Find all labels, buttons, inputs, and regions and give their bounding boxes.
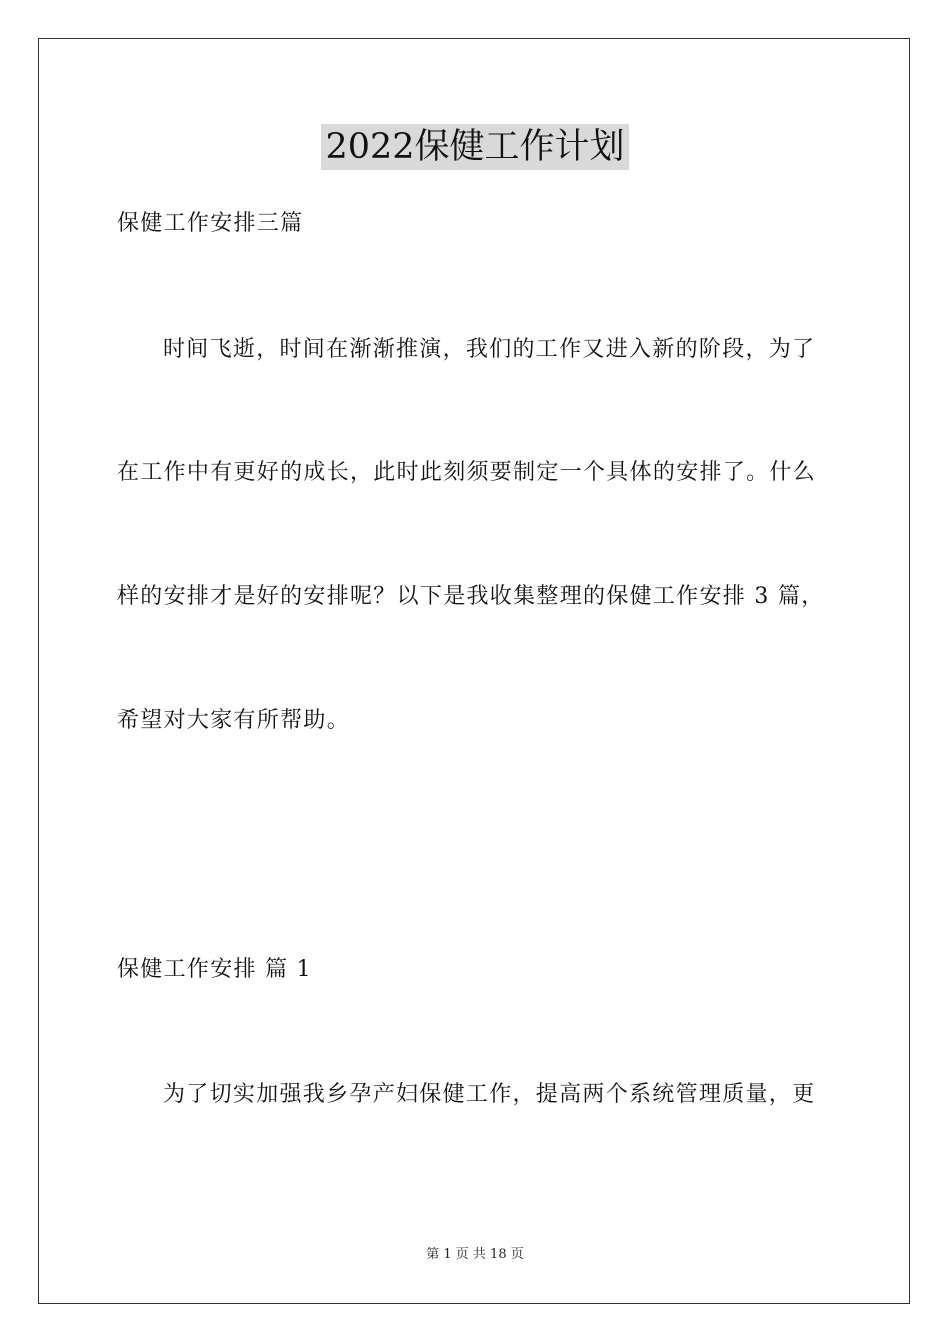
document-subtitle: 保健工作安排三篇: [117, 211, 304, 236]
title-container: [0, 124, 950, 170]
intro-paragraph-line-4: 希望对大家有所帮助。: [117, 708, 351, 733]
section-heading: 保健工作安排 篇 1: [117, 957, 312, 982]
section-paragraph-line-1: 为了切实加强我乡孕产妇保健工作，提高两个系统管理质量，更: [163, 1082, 816, 1107]
intro-paragraph-line-2: 在工作中有更好的成长，此时此刻须要制定一个具体的安排了。什么: [117, 460, 817, 485]
intro-paragraph-line-1: 时间飞逝，时间在渐渐推演，我们的工作又进入新的阶段，为了: [163, 337, 816, 362]
intro-paragraph-line-3: 样的安排才是好的安排呢？以下是我收集整理的保健工作安排 3 篇，: [117, 584, 825, 609]
document-title: 2022保健工作计划: [321, 124, 628, 170]
page-footer: 第 1 页 共 18 页: [426, 1247, 524, 1262]
